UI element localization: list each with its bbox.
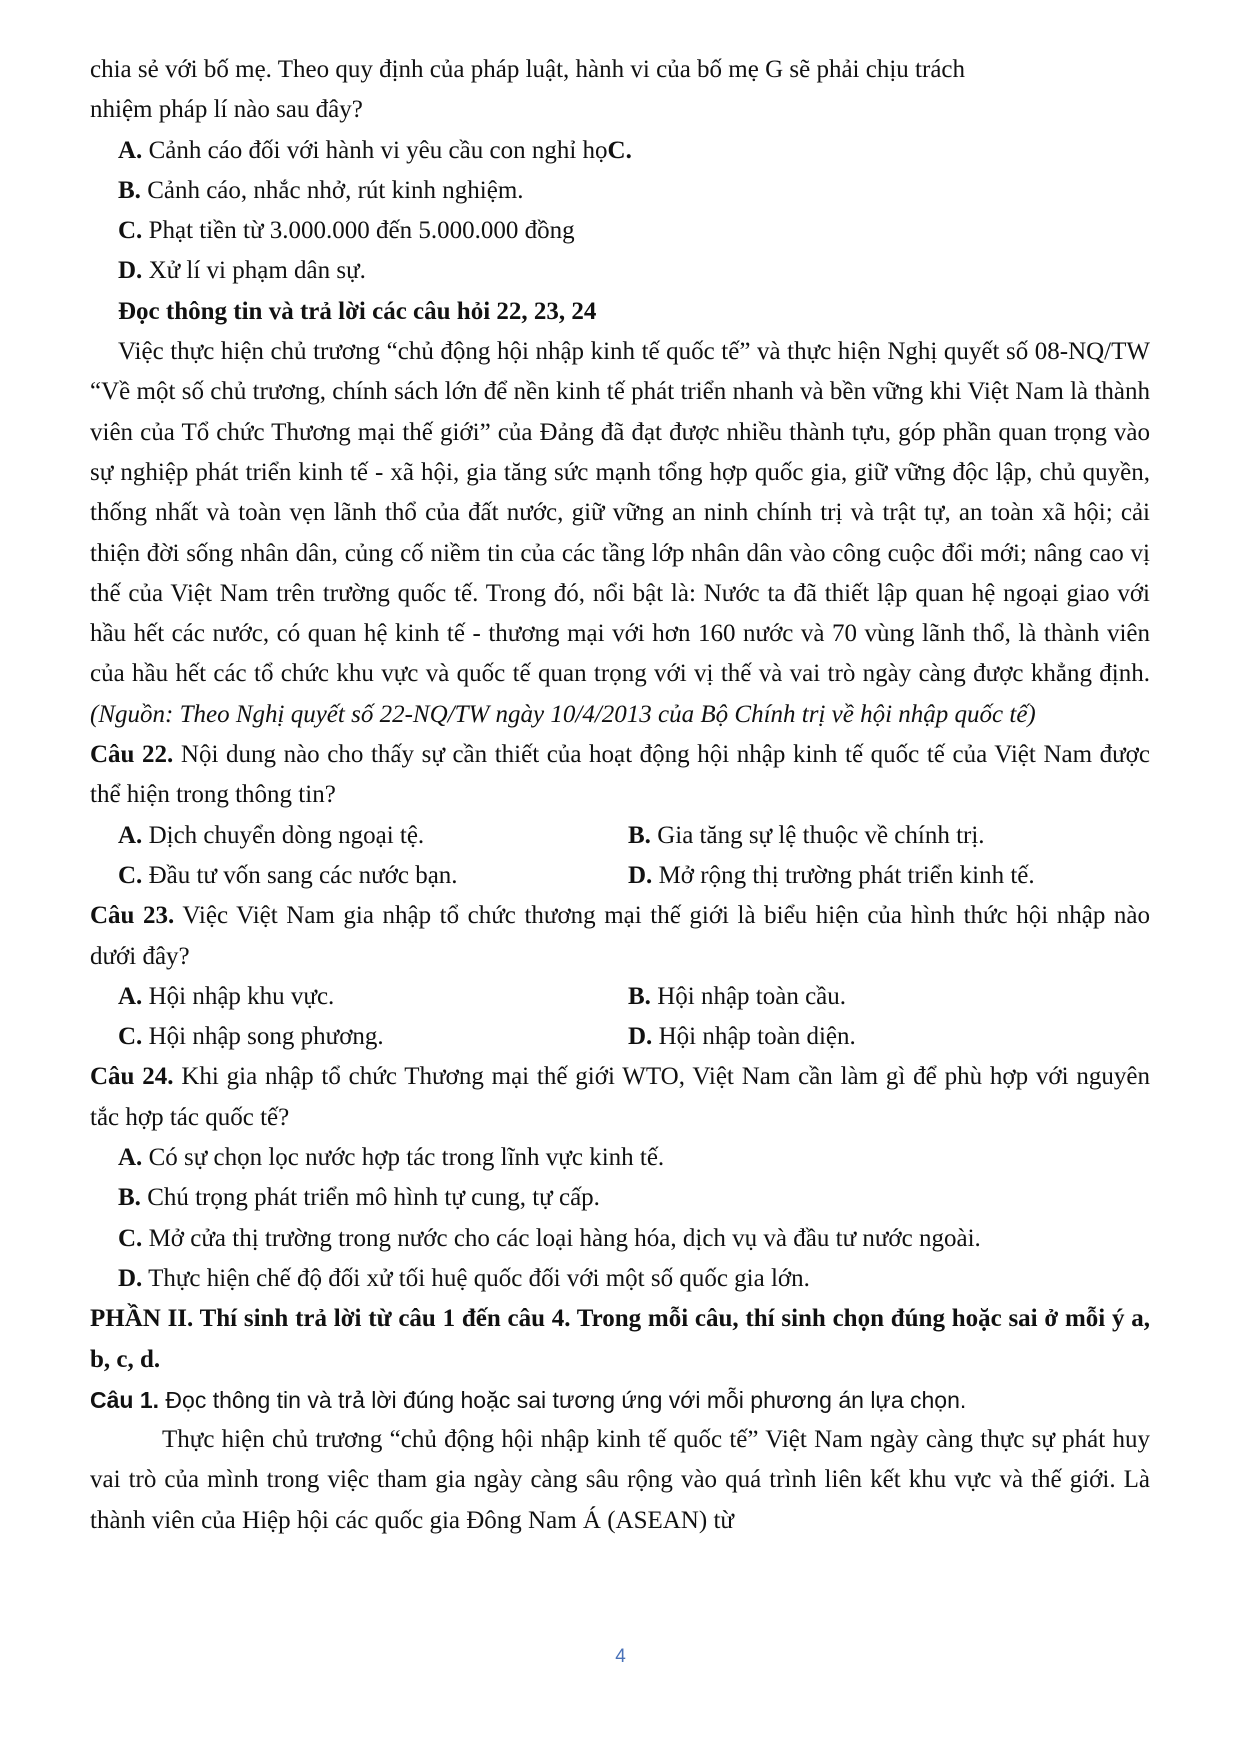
reading-passage — [90, 332, 1150, 735]
document-page — [90, 50, 1150, 1541]
option-d: D. Hội nhập toàn diện. — [628, 1023, 856, 1051]
option-a: A. Cảnh cáo đối với hành vi yêu cầu con nghỉ họC. — [118, 136, 632, 164]
option-c: C. Hội nhập song phương. — [118, 1023, 384, 1051]
option-d: D. Mở rộng thị trường phát triển kinh tế. — [628, 861, 1035, 889]
option-c: C. Mở cửa thị trường trong nước cho các loại hàng hóa, dịch vụ và đầu tư nước ngoài. — [118, 1224, 981, 1252]
previous-question-options — [90, 131, 1150, 292]
question-stem-line: chia sẻ với bố mẹ. Theo quy định của pháp luật, hành vi của bố mẹ G sẽ phải chịu trách — [90, 56, 966, 83]
option-b: B. Chú trọng phát triển mô hình tự cung, tự cấp. — [118, 1184, 600, 1212]
question-22-label: Câu 22. — [90, 741, 174, 769]
reading-heading: Đọc thông tin và trả lời các câu hỏi 22, 23, 24 — [118, 297, 597, 325]
option-b: B. Gia tăng sự lệ thuộc về chính trị. — [628, 821, 985, 849]
option-c: C. Đầu tư vốn sang các nước bạn. — [118, 861, 458, 889]
question-23-options-row — [90, 977, 1150, 1017]
question-23-stem: Câu 23. Việc Việt Nam gia nhập tổ chức thương mại thế giới là biểu hiện của hình thức hội nhập nào dưới đây? — [90, 902, 1150, 970]
option-d: D. Thực hiện chế độ đối xử tối huệ quốc đối với một số quốc gia lớn. — [118, 1264, 810, 1292]
question-24-options — [90, 1138, 1150, 1299]
part-2-question-1: Câu 1. Đọc thông tin và trả lời đúng hoặc sai tương ứng với mỗi phương án lựa chọn. — [90, 1386, 967, 1413]
question-stem-line: nhiệm pháp lí nào sau đây? — [90, 96, 363, 124]
question-24-stem: Câu 24. Khi gia nhập tổ chức Thương mại thế giới WTO, Việt Nam cần làm gì để phù hợp với nguyên tắc hợp tác quốc tế? — [90, 1063, 1150, 1131]
reading-source: (Nguồn: Theo Nghị quyết số 22-NQ/TW ngày 10/4/2013 của Bộ Chính trị về hội nhập quốc tế) — [90, 700, 1036, 728]
option-a: A. Có sự chọn lọc nước hợp tác trong lĩnh vực kinh tế. — [118, 1144, 665, 1172]
option-a: A. Hội nhập khu vực. — [118, 982, 335, 1010]
question-23-options-row — [90, 1017, 1150, 1057]
previous-question-tail — [90, 50, 1150, 131]
option-b: B. Cảnh cáo, nhắc nhở, rút kinh nghiệm. — [118, 176, 524, 204]
question-23-label: Câu 23. — [90, 902, 175, 930]
part-2-passage: Thực hiện chủ trương “chủ động hội nhập kinh tế quốc tế” Việt Nam ngày càng thực sự phát huy vai trò của mình trong việc tham gia ngày càng sâu rộng vào quá trình liên kết khu vực và thế giới. Là thành viên của Hiệp hội các quốc gia Đông Nam Á (ASEAN) từ — [90, 1426, 1150, 1534]
option-d: D. Xử lí vi phạm dân sự. — [118, 257, 366, 285]
part-2-question-1-label: Câu 1. — [90, 1386, 160, 1413]
page-number: 4 — [615, 1646, 626, 1667]
part-2-heading: PHẦN II. Thí sinh trả lời từ câu 1 đến câu 4. Trong mỗi câu, thí sinh chọn đúng hoặc sai ở mỗi ý a, b, c, d. — [90, 1305, 1150, 1373]
option-c: C. Phạt tiền từ 3.000.000 đến 5.000.000 đồng — [118, 217, 575, 245]
question-22-options-row — [90, 816, 1150, 856]
question-22-options-row — [90, 856, 1150, 896]
question-22-stem: Câu 22. Nội dung nào cho thấy sự cần thiết của hoạt động hội nhập kinh tế quốc tế của Việt Nam được thể hiện trong thông tin? — [90, 741, 1150, 809]
option-b: B. Hội nhập toàn cầu. — [628, 982, 847, 1010]
option-a: A. Dịch chuyển dòng ngoại tệ. — [118, 821, 425, 849]
reading-body: Việc thực hiện chủ trương “chủ động hội nhập kinh tế quốc tế” và thực hiện Nghị quyết số 08-NQ/TW “Về một số chủ trương, chính sách lớn để nền kinh tế phát triển nhanh và bền vững khi Việt Nam là thành viên của Tổ chức Thương mại thế giới” của Đảng đã đạt được nhiều thành tựu, góp phần quan trọng vào sự nghiệp phát triển kinh tế - xã hội, gia tăng sức mạnh tổng hợp quốc gia, giữ vững độc lập, chủ quyền, thống nhất và toàn vẹn lãnh thổ của đất nước, giữ vững an ninh chính trị và trật tự, an toàn xã hội; cải thiện đời sống nhân dân, củng cố niềm tin của các tầng lớp nhân dân vào công cuộc đổi mới; nâng cao vị thế của Việt Nam trên trường quốc tế. Trong đó, nổi bật là: Nước ta đã thiết lập quan hệ ngoại giao với hầu hết các nước, có quan hệ kinh tế - thương mại với hơn 160 nước và 70 vùng lãnh thổ, là thành viên của hầu hết các tổ chức khu vực và quốc tế quan trọng với vị thế và vai trò ngày càng được khẳng định. — [90, 338, 1150, 688]
question-24-label: Câu 24. — [90, 1063, 174, 1091]
